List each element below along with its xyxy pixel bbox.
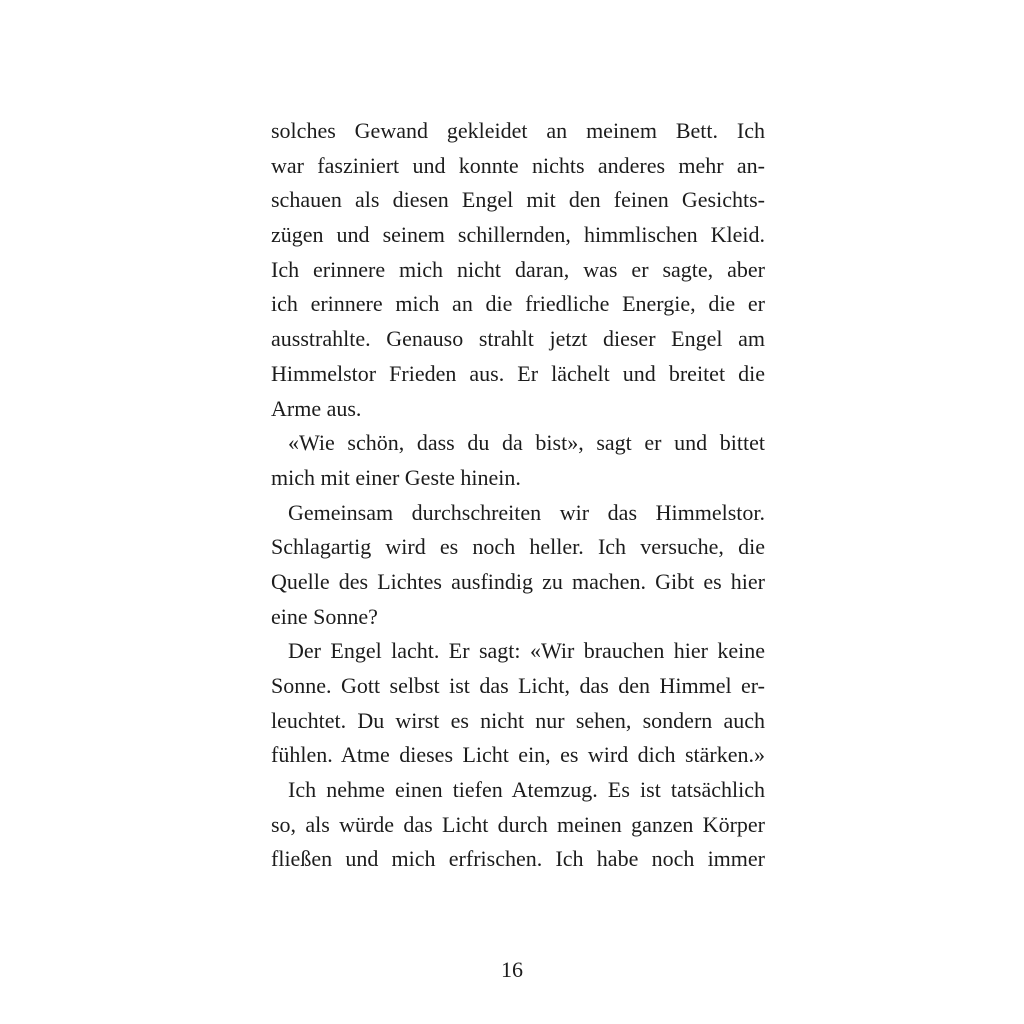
text-line: schauen als diesen Engel mit den feinen Gesichts- bbox=[271, 187, 765, 213]
text-line: zügen und seinem schillernden, himmlischen Kleid. bbox=[271, 222, 765, 248]
text-line: Ich erinnere mich nicht daran, was er sagte, aber bbox=[271, 256, 765, 282]
page-number: 16 bbox=[501, 957, 523, 982]
text-line-paragraph-start: Der Engel lacht. Er sagt: «Wir brauchen hier keine bbox=[288, 638, 765, 664]
text-line-paragraph-end: eine Sonne? bbox=[271, 603, 378, 629]
text-line: leuchtet. Du wirst es nicht nur sehen, sondern auch bbox=[271, 707, 765, 733]
text-line-paragraph-end: fühlen. Atme dieses Licht ein, es wird dich stärken.» bbox=[271, 742, 765, 768]
text-line-paragraph-end: Arme aus. bbox=[271, 395, 362, 421]
text-line: fließen und mich erfrischen. Ich habe noch immer bbox=[271, 846, 765, 872]
body-text bbox=[271, 114, 765, 877]
text-line-paragraph-end: mich mit einer Geste hinein. bbox=[271, 464, 521, 490]
text-line: Sonne. Gott selbst ist das Licht, das den Himmel er- bbox=[271, 673, 765, 698]
text-line: war fasziniert und konnte nichts anderes mehr an- bbox=[271, 152, 765, 178]
text-line-paragraph-start: Gemeinsam durchschreiten wir das Himmelstor. bbox=[288, 499, 765, 525]
text-line-paragraph-start: «Wie schön, dass du da bist», sagt er und bittet bbox=[288, 430, 765, 456]
text-line: Quelle des Lichtes ausfindig zu machen. Gibt es hier bbox=[271, 568, 765, 594]
text-line-paragraph-start: Ich nehme einen tiefen Atemzug. Es ist tatsächlich bbox=[288, 777, 765, 803]
text-line: ich erinnere mich an die friedliche Energie, die er bbox=[271, 291, 765, 317]
text-line: ausstrahlte. Genauso strahlt jetzt dieser Engel am bbox=[271, 326, 765, 352]
text-line: so, als würde das Licht durch meinen ganzen Körper bbox=[271, 811, 765, 837]
text-line: Schlagartig wird es noch heller. Ich versuche, die bbox=[271, 534, 765, 560]
text-line: Himmelstor Frieden aus. Er lächelt und breitet die bbox=[271, 360, 765, 386]
text-line: solches Gewand gekleidet an meinem Bett. Ich bbox=[271, 118, 765, 143]
